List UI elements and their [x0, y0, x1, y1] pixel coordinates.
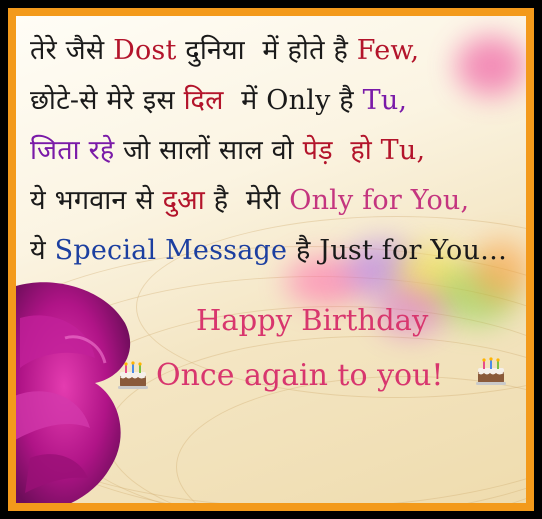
verse-line-3: [30, 130, 425, 167]
line-3-part-2: जो सालों साल वो: [114, 135, 303, 166]
verse-line-5: [30, 230, 507, 267]
once-again-line: Once again to you!: [156, 358, 444, 393]
line-3-part-3: पेड़ हो Tu,: [302, 135, 426, 166]
line-2-part-3: में Only है: [223, 85, 363, 116]
birthday-card: [16, 16, 526, 503]
birthday-cake-icon: [116, 360, 150, 390]
line-1-part-3: दुनिया में होते है: [176, 35, 357, 66]
verse-line-1: [30, 30, 419, 67]
line-2-part-2: दिल: [183, 85, 224, 116]
rose-flower: [16, 278, 150, 503]
happy-birthday-heading: Happy Birthday: [196, 303, 429, 337]
line-3-part-1: जिता रहे: [30, 135, 115, 166]
line-5-part-3: है Just for You…: [287, 235, 508, 266]
line-5-part-2: Special Message: [54, 235, 288, 266]
line-4-part-2: दुआ: [162, 185, 205, 216]
line-4-part-3: है मेरी: [204, 185, 290, 216]
line-1-part-2: Dost: [113, 35, 177, 66]
line-4-part-4: Only for You,: [289, 185, 470, 216]
line-2-part-4: Tu,: [362, 85, 408, 116]
line-1-part-1: तेरे जैसे: [30, 35, 114, 66]
pink-color-splash: [456, 36, 526, 96]
line-1-part-4: Few,: [356, 35, 420, 66]
line-2-part-1: छोटे-से मेरे इस: [30, 85, 184, 116]
birthday-cake-icon: [474, 356, 508, 386]
line-4-part-1: ये भगवान से: [30, 185, 163, 216]
line-5-part-1: ये: [30, 235, 55, 266]
verse-line-2: [30, 80, 407, 117]
verse-line-4: [30, 180, 469, 217]
